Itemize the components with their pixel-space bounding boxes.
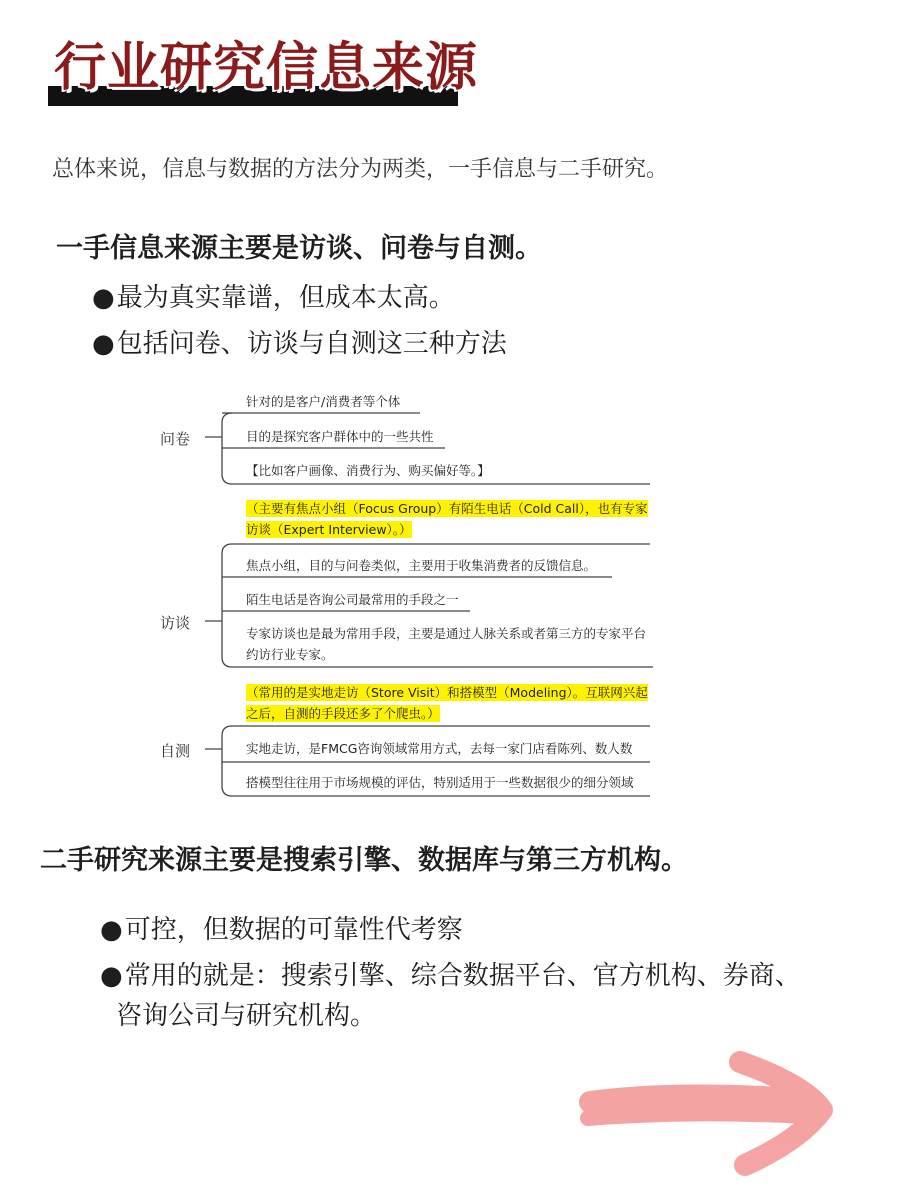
interview-item-2: 陌生电话是咨询公司最常用的手段之一 bbox=[246, 592, 459, 607]
selftest-item-1: 实地走访，是FMCG咨询领域常用方式，去每一家门店看陈列、数人数 bbox=[246, 741, 633, 756]
primary-heading: 一手信息来源主要是访谈、问卷与自测。 bbox=[56, 233, 542, 264]
selftest-note bbox=[246, 682, 651, 724]
secondary-heading: 二手研究来源主要是搜索引擎、数据库与第三方机构。 bbox=[40, 845, 688, 876]
mindmap-node-questionnaire: 问卷 bbox=[160, 430, 191, 448]
questionnaire-item-3: 【比如客户画像、消费行为、购买偏好等。】 bbox=[246, 463, 490, 478]
bullet-dot: ● bbox=[92, 283, 115, 313]
bullet-dot: ● bbox=[100, 961, 123, 991]
decorative-arrow-icon bbox=[560, 1040, 860, 1190]
questionnaire-item-2: 目的是探究客户群体中的一些共性 bbox=[246, 429, 434, 444]
secondary-bullet-1: ●可控，但数据的可靠性代考察 bbox=[100, 915, 463, 945]
interview-item-3: 专家访谈也是最为常用手段，主要是通过人脉关系或者第三方的专家平台约访行业专家。 bbox=[246, 626, 647, 662]
questionnaire-item-1: 针对的是客户/消费者等个体 bbox=[246, 394, 401, 409]
selftest-item-2: 搭模型往往用于市场规模的评估，特别适用于一些数据很少的细分领域 bbox=[246, 775, 634, 790]
page-title: 行业研究信息来源 bbox=[54, 38, 479, 98]
interview-item-1: 焦点小组，目的与问卷类似，主要用于收集消费者的反馈信息。 bbox=[246, 558, 597, 573]
mindmap-node-selftest: 自测 bbox=[160, 742, 191, 760]
bullet-dot: ● bbox=[100, 915, 123, 945]
interview-note-highlight: （主要有焦点小组（Focus Group）有陌生电话（Cold Call），也有专家访谈（Expert Interview）。） bbox=[246, 501, 648, 537]
interview-note bbox=[246, 498, 651, 540]
primary-bullet-1: ●最为真实靠谱，但成本太高。 bbox=[92, 283, 455, 313]
intro-text: 总体来说，信息与数据的方法分为两类，一手信息与二手研究。 bbox=[52, 157, 669, 182]
selftest-note-highlight: （常用的是实地走访（Store Visit）和搭模型（Modeling）。互联网兴起之后，自测的手段还多了个爬虫。） bbox=[246, 685, 648, 721]
mindmap-node-interview: 访谈 bbox=[160, 614, 191, 632]
title-block bbox=[48, 36, 478, 100]
secondary-bullet-2: ●常用的就是：搜索引擎、综合数据平台、官方机构、券商、咨询公司与研究机构。 bbox=[100, 961, 801, 1031]
primary-bullet-2: ●包括问卷、访谈与自测这三种方法 bbox=[92, 329, 507, 359]
bullet-dot: ● bbox=[92, 329, 115, 359]
